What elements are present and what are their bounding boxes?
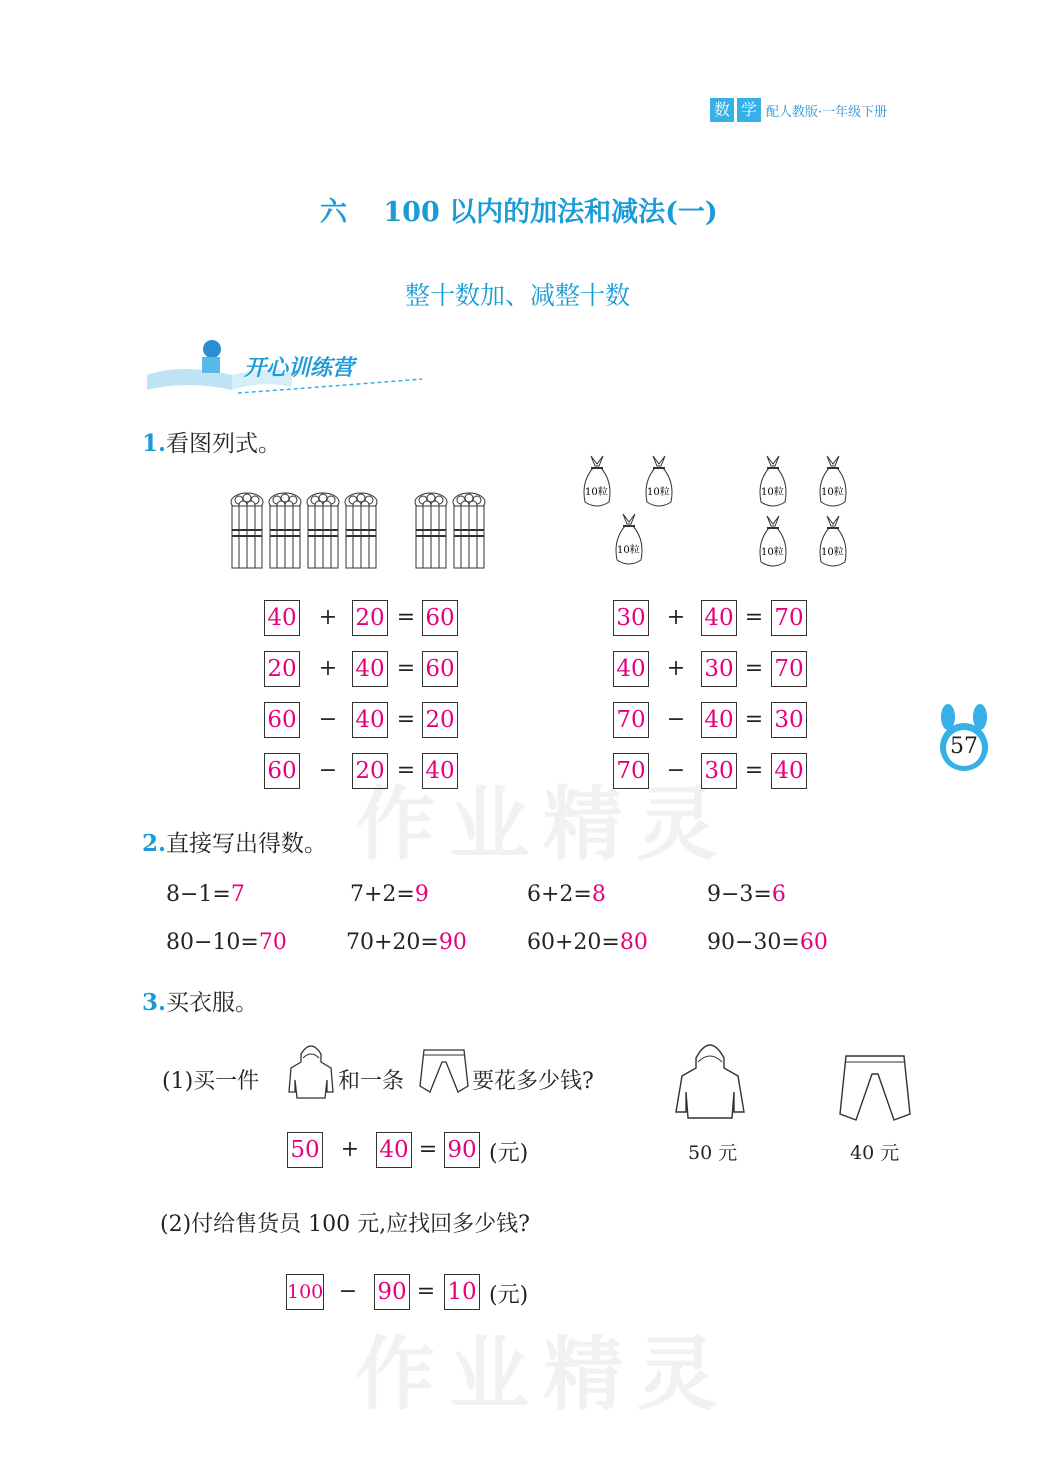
q3-part2-text: (2)付给售货员 100 元,应找回多少钱?: [160, 1212, 530, 1237]
header-badge: 学: [737, 98, 761, 122]
q3-part1-suffix: 要花多少钱?: [472, 1069, 594, 1094]
answer: 7: [230, 882, 245, 907]
answer-box[interactable]: 50: [287, 1132, 323, 1168]
answer-box[interactable]: 70: [613, 753, 649, 789]
answer-box[interactable]: 60: [422, 651, 458, 687]
answer-box[interactable]: 60: [422, 600, 458, 636]
bag-label: 10粒: [761, 547, 784, 558]
answer-box[interactable]: 20: [422, 702, 458, 738]
calc-item: 7+2=9: [350, 882, 429, 907]
question-1-heading: [142, 425, 281, 458]
stick-bundles-icon: [225, 490, 495, 572]
answer-box[interactable]: 90: [444, 1132, 480, 1168]
q3-part1-mid: 和一条: [338, 1069, 405, 1094]
pants-price: 40 元: [850, 1142, 900, 1164]
answer-box[interactable]: 40: [264, 600, 300, 636]
operator: =: [396, 605, 416, 630]
calc-item: 70+20=90: [346, 930, 467, 955]
answer-box[interactable]: 40: [701, 702, 737, 738]
q3-part1-prefix: (1)买一件: [162, 1069, 260, 1094]
operator: +: [666, 605, 686, 630]
answer-box[interactable]: 20: [352, 600, 388, 636]
answer-box[interactable]: 30: [613, 600, 649, 636]
answer-box[interactable]: 70: [613, 702, 649, 738]
seed-bags-icon: [575, 450, 860, 580]
calc-item: 9−3=6: [707, 882, 786, 907]
operator: −: [666, 758, 686, 783]
answer-box[interactable]: 70: [771, 651, 807, 687]
answer-box[interactable]: 20: [264, 651, 300, 687]
header-badge: 数: [710, 98, 734, 122]
answer: 70: [258, 930, 287, 955]
answer-box[interactable]: 30: [701, 651, 737, 687]
bag-label: 10粒: [617, 545, 640, 556]
answer-box[interactable]: 90: [374, 1274, 410, 1310]
page-header: [710, 98, 887, 122]
q3-part1-line: [162, 1064, 259, 1095]
operator: =: [416, 1279, 436, 1304]
question-number: 3.: [142, 989, 167, 1016]
operator: −: [318, 707, 338, 732]
answer: 80: [619, 930, 648, 955]
answer-box[interactable]: 70: [771, 600, 807, 636]
answer-box[interactable]: 40: [422, 753, 458, 789]
banner-label: 开心训练营: [244, 355, 355, 381]
operator: −: [318, 758, 338, 783]
answer-box[interactable]: 40: [352, 651, 388, 687]
bag-label: 10粒: [821, 547, 844, 558]
operator: =: [396, 758, 416, 783]
page-subtitle: 整十数加、减整十数: [405, 281, 631, 310]
unit-label: (元): [489, 1141, 529, 1166]
watermark: 作业精灵: [355, 778, 731, 871]
answer: 6: [771, 882, 786, 907]
answer-box[interactable]: 30: [701, 753, 737, 789]
answer-box[interactable]: 30: [771, 702, 807, 738]
question-text: 看图列式。: [166, 431, 282, 457]
operator: +: [318, 605, 338, 630]
answer-box[interactable]: 100: [286, 1274, 324, 1310]
answer-box[interactable]: 40: [352, 702, 388, 738]
question-number: 2.: [142, 830, 167, 857]
answer: 8: [591, 882, 606, 907]
answer-box[interactable]: 40: [613, 651, 649, 687]
question-text: 直接写出得数。: [166, 831, 328, 857]
calc-item: 80−10=70: [166, 930, 287, 955]
bag-label: 10粒: [821, 487, 844, 498]
question-3-heading: [142, 984, 258, 1017]
operator: =: [418, 1137, 438, 1162]
bag-label: 10粒: [761, 487, 784, 498]
operator: −: [666, 707, 686, 732]
question-2-heading: [142, 825, 327, 858]
pants-icon: [836, 1050, 914, 1128]
operator: =: [744, 707, 764, 732]
answer-box[interactable]: 40: [376, 1132, 412, 1168]
calc-item: 8−1=7: [166, 882, 245, 907]
unit-label: (元): [489, 1283, 529, 1308]
hoodie-icon: [672, 1036, 748, 1122]
calc-item: 90−30=60: [707, 930, 828, 955]
answer-box[interactable]: 20: [352, 753, 388, 789]
bag-label: 10粒: [647, 487, 670, 498]
calc-item: 60+20=80: [527, 930, 648, 955]
operator: −: [338, 1279, 358, 1304]
answer-box[interactable]: 60: [264, 753, 300, 789]
answer-box[interactable]: 10: [444, 1274, 480, 1310]
answer-box[interactable]: 40: [771, 753, 807, 789]
question-number: 1.: [142, 430, 167, 457]
pants-icon: [418, 1046, 470, 1098]
answer-box[interactable]: 40: [701, 600, 737, 636]
page-title: 六 100 以内的加法和减法(一): [320, 197, 718, 228]
answer: 60: [799, 930, 828, 955]
hoodie-price: 50 元: [688, 1142, 738, 1164]
hoodie-icon: [285, 1040, 337, 1100]
page-number-badge: [932, 703, 1000, 773]
answer-box[interactable]: 60: [264, 702, 300, 738]
operator: +: [666, 656, 686, 681]
operator: =: [744, 758, 764, 783]
operator: =: [396, 707, 416, 732]
calc-item: 6+2=8: [527, 882, 606, 907]
answer: 9: [414, 882, 429, 907]
question-text: 买衣服。: [166, 990, 259, 1016]
page-number: 57: [950, 734, 978, 759]
operator: =: [396, 656, 416, 681]
operator: =: [744, 656, 764, 681]
section-banner: [142, 335, 427, 397]
operator: +: [340, 1137, 360, 1162]
answer: 90: [438, 930, 467, 955]
watermark: 作业精灵: [355, 1328, 731, 1421]
bag-label: 10粒: [585, 487, 608, 498]
header-edition: 配人教版·一年级下册: [766, 105, 888, 120]
operator: =: [744, 605, 764, 630]
operator: +: [318, 656, 338, 681]
